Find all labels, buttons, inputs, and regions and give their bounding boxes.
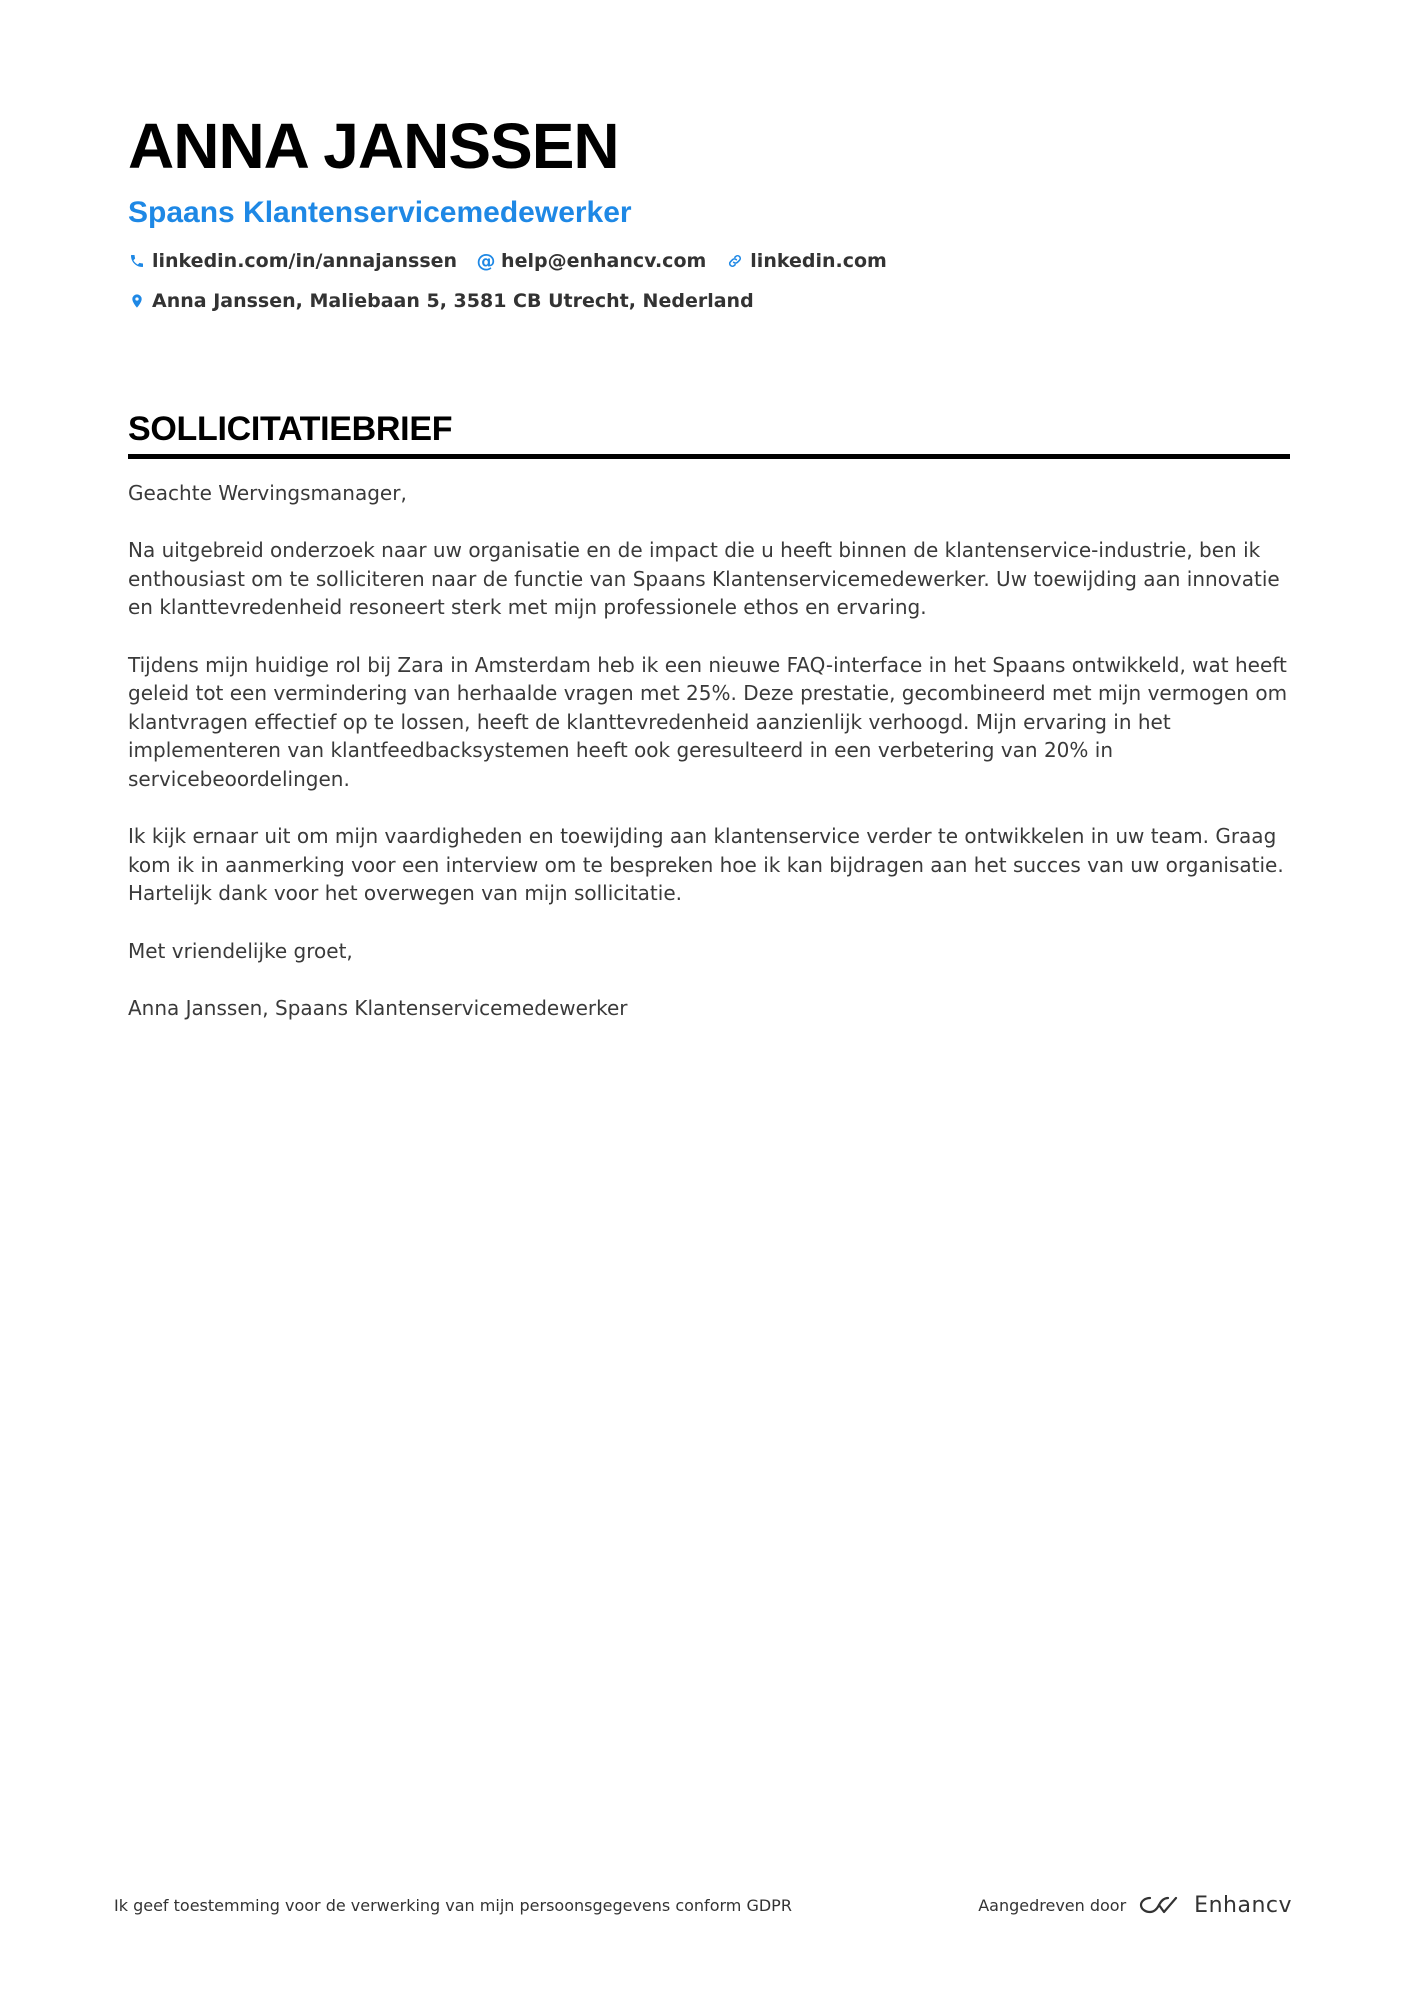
at-icon: @: [476, 250, 496, 272]
contact-email-text[interactable]: help@enhancv.com: [501, 250, 707, 272]
powered-by-label: Aangedreven door: [978, 1895, 1127, 1915]
contact-link-text[interactable]: linkedin.com: [750, 250, 887, 272]
contact-address-text: Anna Janssen, Maliebaan 5, 3581 CB Utrecht, Nederland: [152, 290, 754, 312]
link-icon: [726, 252, 744, 270]
footer: [114, 1890, 1292, 1920]
gdpr-consent: Ik geef toestemming voor de verwerking van mijn persoonsgegevens conform GDPR: [114, 1895, 792, 1915]
signature: Anna Janssen, Spaans Klantenservicemedewerker: [128, 995, 628, 1020]
powered-by[interactable]: [978, 1892, 1292, 1918]
address-row: [128, 284, 1288, 318]
letter-paragraph-2: Tijdens mijn huidige rol bij Zara in Amsterdam heb ik een nieuwe FAQ-interface in het Spaans ontwikkeld, wat heeft geleid tot een vermindering van herhaalde vragen met 25%. Deze prestatie, gecombineerd met mijn vermogen om klantvragen effectief op te lossen, heeft de klanttevredenheid aanzienlijk verhoogd. Mijn ervaring in het implementeren van klantfeedbacksystemen heeft ook geresulteerd in een verbetering van 20% in servicebeoordelingen.: [128, 652, 1288, 791]
contact-email[interactable]: [477, 250, 706, 272]
letter-body: [128, 479, 1290, 1022]
contact-phone: [128, 250, 457, 272]
letter-section: [128, 408, 1290, 1051]
letter-paragraph-3: Ik kijk ernaar uit om mijn vaardigheden en toewijding aan klantenservice verder te ontwikkelen in uw team. Graag kom ik in aanmerking voor een interview om te bespreken hoe ik kan bijdragen aan het succes van uw organisatie. Hartelijk dank voor het overwegen van mijn sollicitatie.: [128, 824, 1284, 906]
section-title: SOLLICITATIEBRIEF: [128, 410, 453, 448]
letter-paragraph-1: Na uitgebreid onderzoek naar uw organisatie en de impact die u heeft binnen de klantenservice-industrie, ben ik enthousiast om te solliciteren naar de functie van Spaans Klantenservicemedewerker. Uw toewijding aan innovatie en klanttevredenheid resoneert sterk met mijn professionele ethos en ervaring.: [128, 538, 1280, 620]
section-divider: [128, 454, 1290, 459]
header: [128, 108, 1288, 318]
brand-name: Enhancv: [1194, 1892, 1292, 1918]
closing: Met vriendelijke groet,: [128, 938, 353, 963]
phone-icon: [128, 252, 146, 270]
enhancv-logo-icon: [1136, 1892, 1182, 1918]
contact-row: [128, 244, 1288, 278]
contact-address: [128, 290, 754, 312]
contact-phone-text: linkedin.com/in/annajanssen: [152, 250, 458, 272]
candidate-name: ANNA JANSSEN: [128, 110, 619, 182]
contact-link[interactable]: [726, 250, 887, 272]
salutation: Geachte Wervingsmanager,: [128, 481, 407, 505]
job-title: Spaans Klantenservicemedewerker: [128, 196, 632, 229]
location-pin-icon: [128, 292, 146, 310]
